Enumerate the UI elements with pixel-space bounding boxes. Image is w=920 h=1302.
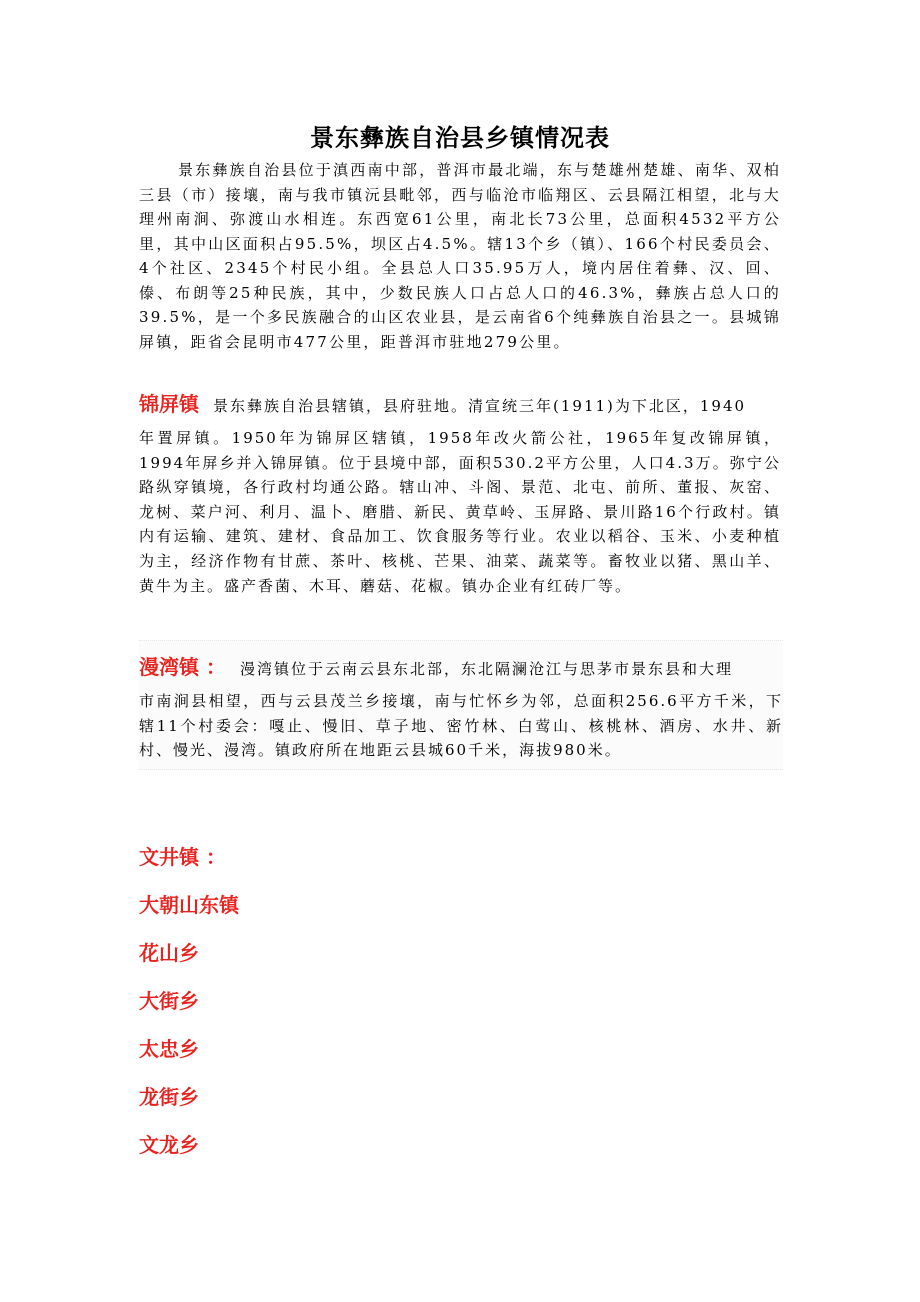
section-manwan [139, 640, 783, 770]
town-name-jinping: 锦屏镇 [139, 392, 199, 416]
section-first-line [139, 386, 781, 424]
town-heading-longjie: 龙街乡 [139, 1085, 199, 1109]
town-heading-dachaoshandong: 大朝山东镇 [139, 893, 239, 917]
section-body-text: 市南涧县相望，西与云县茂兰乡接壤，南与忙怀乡为邻，总面积256.6平方千米，下辖11个村委会：嘎止、慢旧、草子地、密竹林、白莺山、核桃林、酒房、水井、新村、慢光、漫湾。镇政府所在地距云县城60千米，海拔980米。 [139, 692, 783, 760]
town-heading-wenlong: 文龙乡 [139, 1133, 199, 1157]
town-heading-dajie: 大街乡 [139, 989, 199, 1013]
section-jinping [139, 386, 781, 598]
section-lead-text: 漫湾镇位于云南云县东北部，东北隔澜沧江与思茅市景东县和大理 [239, 660, 733, 678]
town-name-manwan: 漫湾镇 ： [139, 655, 226, 679]
town-heading-taizhong: 太忠乡 [139, 1037, 199, 1061]
town-heading-huashan: 花山乡 [139, 941, 199, 965]
section-first-line [139, 649, 783, 687]
town-heading-wenjing: 文井镇 ： [139, 845, 226, 869]
town-heading-list [139, 838, 239, 1174]
intro-paragraph: 景东彝族自治县位于滇西南中部，普洱市最北端，东与楚雄州楚雄、南华、双柏三县（市）接壤，南与我市镇沅县毗邻，西与临沧市临翔区、云县隔江相望，北与大理州南涧、弥渡山水相连。东西宽61公里，南北长73公里，总面积4532平方公里，其中山区面积占95.5%，坝区占4.5%。辖13个乡（镇）、166个村民委员会、4个社区、2345个村民小组。全县总人口35.95万人，境内居住着彝、汉、回、傣、布朗等25种民族，其中，少数民族人口占总人口的46.3%，彝族占总人口的39.5%，是一个多民族融合的山区农业县，是云南省6个纯彝族自治县之一。县城锦屏镇，距省会昆明市477公里，距普洱市驻地279公里。 [139, 161, 781, 351]
section-lead-text: 景东彝族自治县辖镇，县府驻地。清宣统三年(1911)为下北区，1940 [213, 397, 747, 415]
page-title: 景东彝族自治县乡镇情况表 [310, 123, 610, 152]
section-body-text: 年置屏镇。1950年为锦屏区辖镇，1958年改火箭公社，1965年复改锦屏镇，1994年屏乡并入锦屏镇。位于县境中部，面积530.2平方公里，人口4.3万。弥宁公路纵穿镇境，各行政村均通公路。辖山冲、斗阁、景范、北屯、前所、董报、灰窑、龙树、菜户河、利月、温卜、磨腊、新民、黄草岭、玉屏路、景川路16个行政村。镇内有运输、建筑、建材、食品加工、饮食服务等行业。农业以稻谷、玉米、小麦种植为主，经济作物有甘蔗、茶叶、核桃、芒果、油菜、蔬菜等。畜牧业以猪、黑山羊、黄牛为主。盛产香菌、木耳、蘑菇、花椒。镇办企业有红砖厂等。 [139, 429, 781, 595]
